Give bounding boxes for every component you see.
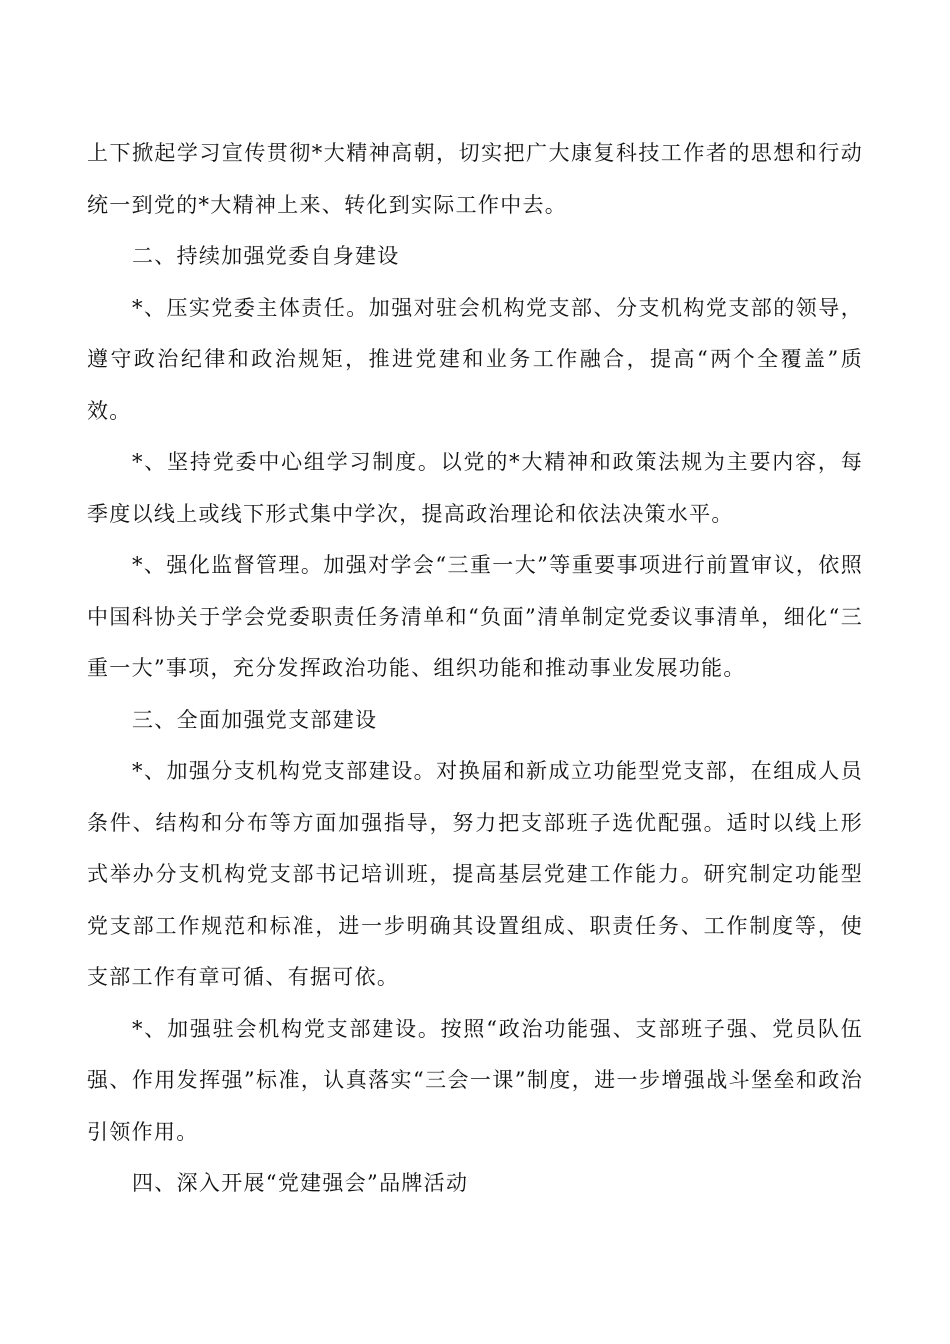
section-heading-3: 三、全面加强党支部建设 <box>132 707 378 732</box>
body-paragraph-supervision: *、强化监督管理。加强对学会“三重一大”等重要事项进行前置审议，依照中国科协关于学会党委职责任务清单和“负面”清单制定党委议事清单，细化“三重一大”事项，充分发挥政治功能、组织功能和推动事业发展功能。 <box>87 553 863 680</box>
body-paragraph-central-group-study: *、坚持党委中心组学习制度。以党的*大精神和政策法规为主要内容，每季度以线上或线下形式集中学次，提高政治理论和依法决策水平。 <box>87 450 863 526</box>
body-paragraph-party-committee-responsibility: *、压实党委主体责任。加强对驻会机构党支部、分支机构党支部的领导，遵守政治纪律和政治规矩，推进党建和业务工作融合，提高“两个全覆盖”质效。 <box>87 295 863 423</box>
section-heading-4: 四、深入开展“党建强会”品牌活动 <box>132 1171 469 1195</box>
body-paragraph-resident-institutions: *、加强驻会机构党支部建设。按照“政治功能强、支部班子强、党员队伍强、作用发挥强”标准，认真落实“三会一课”制度，进一步增强战斗堡垒和政治引领作用。 <box>87 1016 863 1144</box>
body-paragraph-branch-institutions: *、加强分支机构党支部建设。对换届和新成立功能型党支部，在组成人员条件、结构和分布等方面加强指导，努力把支部班子选优配强。适时以线上形式举办分支机构党支部书记培训班，提高基层党建工作能力。研究制定功能型党支部工作规范和标准，进一步明确其设置组成、职责任务、工作制度等，使支部工作有章可循、有据可依。 <box>87 759 863 989</box>
section-heading-2: 二、持续加强党委自身建设 <box>132 244 400 268</box>
document-page <box>87 128 863 1210</box>
body-paragraph-continuation: 上下掀起学习宣传贯彻*大精神高朝，切实把广大康复科技工作者的思想和行动统一到党的*大精神上来、转化到实际工作中去。 <box>87 141 863 217</box>
